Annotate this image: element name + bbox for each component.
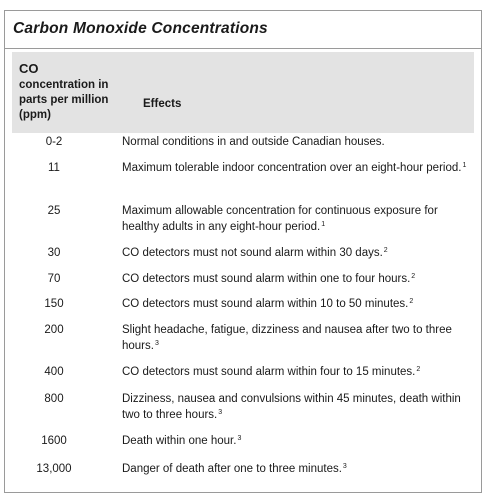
- ppm-cell: 25: [47, 205, 61, 217]
- ppm-cell: 0-2: [45, 136, 63, 148]
- footnote-ref: 2: [383, 247, 388, 254]
- effect-text: Dizziness, nausea and convulsions within 45 minutes, death within two to three hours.: [122, 393, 461, 421]
- ppm-cell: 400: [44, 366, 64, 378]
- ppm-cell: 13,000: [36, 463, 72, 475]
- footnote-ref: 3: [218, 409, 223, 416]
- footnote-ref: 3: [154, 340, 159, 347]
- ppm-cell: 30: [47, 247, 61, 259]
- ppm-cell: 200: [44, 324, 64, 336]
- effect-text: CO detectors must sound alarm within one to four hours.: [122, 273, 411, 285]
- footnote-ref: 2: [416, 366, 421, 373]
- header-concentration: [19, 60, 123, 123]
- table-title: Carbon Monoxide Concentrations: [13, 20, 268, 37]
- effect-cell: [122, 271, 472, 287]
- footnote-ref: 1: [462, 162, 467, 169]
- effect-cell: [122, 160, 472, 176]
- header-effects: Effects: [143, 98, 182, 110]
- effect-text: Slight headache, fatigue, dizziness and nausea after two to three hours.: [122, 324, 452, 352]
- ppm-cell: 11: [48, 162, 60, 174]
- effect-text: Danger of death after one to three minutes.: [122, 463, 342, 475]
- effect-text: Maximum allowable concentration for continuous exposure for healthy adults in any eight-hour period.: [122, 205, 438, 233]
- effect-cell: [122, 245, 472, 261]
- ppm-cell: 70: [47, 273, 61, 285]
- effect-cell: [122, 364, 472, 380]
- effect-cell: [122, 461, 472, 477]
- header-co-label: CO: [19, 61, 39, 76]
- ppm-cell: 150: [44, 298, 64, 310]
- effect-text: Death within one hour.: [122, 435, 237, 447]
- effect-cell: [122, 433, 472, 449]
- effect-text: Normal conditions in and outside Canadian houses.: [122, 136, 385, 148]
- title-divider: [5, 48, 481, 49]
- table-header: [12, 52, 474, 133]
- table-frame: [4, 10, 482, 493]
- effect-cell: [122, 391, 472, 423]
- footnote-ref: 3: [237, 435, 242, 442]
- ppm-cell: 800: [44, 393, 64, 405]
- effect-text: CO detectors must sound alarm within 10 to 50 minutes.: [122, 298, 409, 310]
- effect-cell: [122, 134, 472, 150]
- effect-cell: [122, 296, 472, 312]
- effect-text: Maximum tolerable indoor concentration over an eight-hour period.: [122, 162, 462, 174]
- effect-cell: [122, 322, 472, 354]
- ppm-cell: 1600: [41, 435, 67, 447]
- footnote-ref: 3: [342, 463, 347, 470]
- header-concentration-label: concentration in parts per million (ppm): [19, 79, 109, 121]
- effect-text: CO detectors must not sound alarm within 30 days.: [122, 247, 383, 259]
- footnote-ref: 2: [411, 273, 416, 280]
- effect-text: CO detectors must sound alarm within four to 15 minutes.: [122, 366, 416, 378]
- footnote-ref: 1: [321, 221, 326, 228]
- effect-cell: [122, 203, 472, 235]
- footnote-ref: 2: [409, 298, 414, 305]
